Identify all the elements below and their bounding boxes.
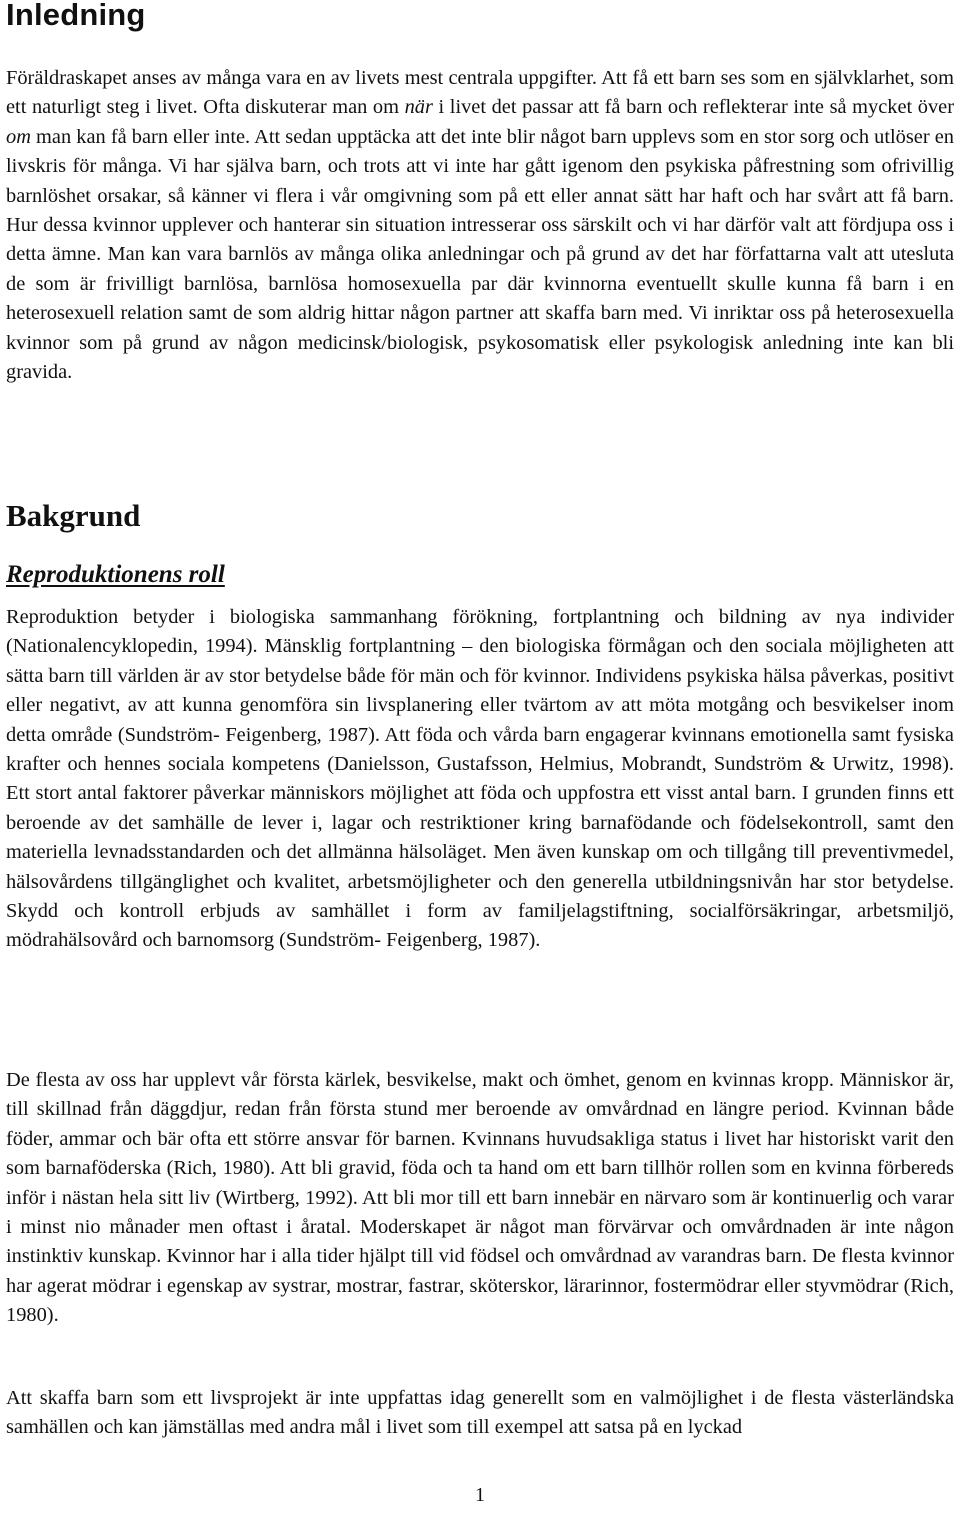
section-heading-inledning: Inledning [6, 0, 146, 32]
paragraph-intro [6, 64, 954, 387]
paragraph-intro-text-b: i livet det passar att få barn och reflekterar inte så mycket över [432, 96, 955, 119]
emphasis-nar: när [404, 96, 433, 119]
paragraph-kvinnans-roll: De flesta av oss har upplevt vår första kärlek, besvikelse, makt och ömhet, genom en kvinnas kropp. Människor är, till skillnad från däggdjur, redan från första stund mer beroende av omvårdnad en längre period. Kvinnan både föder, ammar och bär ofta ett större ansvar för barnen. Kvinnans huvudsakliga status i livet har historiskt varit den som barnaföderska (Rich, 1980). Att bli gravid, föda och ta hand om ett barn tillhör rollen som en kvinna förbereds inför i nästan hela sitt liv (Wirtberg, 1992). Att bli mor till ett barn innebär en närvaro som är kontinuerlig och varar i minst nio månader men oftast i åratal. Moderskapet är något man förvärvar och omvårdnaden är inte någon instinktiv kunskap. Kvinnor har i alla tider hjälpt till vid födsel och omvårdnad av varandras barn. De flesta kvinnor har agerat mödrar i egenskap av systrar, mostrar, fastrar, sköterskor, lärarinnor, fostermödrar eller styvmödrar (Rich, 1980). [6, 1069, 954, 1327]
page-number: 1 [475, 1484, 485, 1506]
paragraph-intro-text-a: Föräldraskapet anses av många vara en av livets mest centrala uppgifter. Att få ett barn ses som en självklarhet, som ett naturligt steg i livet. Ofta diskuterar man om [6, 67, 954, 119]
section-heading-bakgrund: Bakgrund [6, 498, 141, 533]
subheading-reproduktionens-roll: Reproduktionens roll [6, 561, 225, 588]
paragraph-valmojlighet: Att skaffa barn som ett livsprojekt är inte uppfattas idag generellt som en valmöjlighet i de flesta västerländska samhällen och kan jämställas med andra mål i livet som till exempel att satsa på en lyckad [6, 1387, 954, 1439]
paragraph-intro-text-c: man kan få barn eller inte. Att sedan upptäcka att det inte blir något barn upplevs som en stor sorg och utlöser en livskris för många. Vi har själva barn, och trots att vi inte har gått igenom den psykiska påfrestning som ofrivillig barnlöshet orsakar, så känner vi flera i vår omgivning som på ett eller annat sätt har haft och har svårt att få barn. Hur dessa kvinnor upplever och hanterar sin situation intresserar oss särskilt och vi har därför valt att fördjupa oss i detta ämne. Man kan vara barnlös av många olika anledningar och på grund av det har författarna valt att utesluta de som är frivilligt barnlösa, barnlösa homosexuella par där kvinnorna eventuellt skulle kunna få barn i en heterosexuell relation samt de som aldrig hittar någon partner att skaffa barn med. Vi inriktar oss på heterosexuella kvinnor som på grund av någon medicinsk/biologisk, psykosomatisk eller psykologisk anledning inte kan bli gravida. [6, 125, 954, 384]
paragraph-reproduktion: Reproduktion betyder i biologiska sammanhang förökning, fortplantning och bildning av nya individer (Nationalencyklopedin, 1994). Mänsklig fortplantning – den biologiska förmågan och den sociala möjligheten att sätta barn till världen är av stor betydelse både för män och för kvinnor. Individens psykiska hälsa påverkas, positivt eller negativt, av att kunna genomföra sin livsplanering eller tvärtom av att möta motgång och besvikelser inom detta område (Sundström- Feigenberg, 1987). Att föda och vårda barn engagerar kvinnans emotionella samt fysiska krafter och hennes sociala kompetens (Danielsson, Gustafsson, Helmius, Mobrandt, Sundström & Urwitz, 1998). Ett stort antal faktorer påverkar människors möjlighet att föda och uppfostra ett visst antal barn. I grunden finns ett beroende av det samhälle de lever i, lagar och restriktioner kring barnafödande och födelsekontroll, samt den materiella levnadsstandarden och det allmänna hälsoläget. Men även kunskap om och tillgång till preventivmedel, hälsovårdens tillgänglighet och kvalitet, arbetsmöjligheter och den generella utbildningsnivån har stor betydelse. Skydd och kontroll erbjuds av samhället i form av familjelagstiftning, socialförsäkringar, arbetsmiljö, mödrahälsovård och barnomsorg (Sundström- Feigenberg, 1987). [6, 606, 954, 952]
emphasis-om: om [6, 125, 31, 148]
